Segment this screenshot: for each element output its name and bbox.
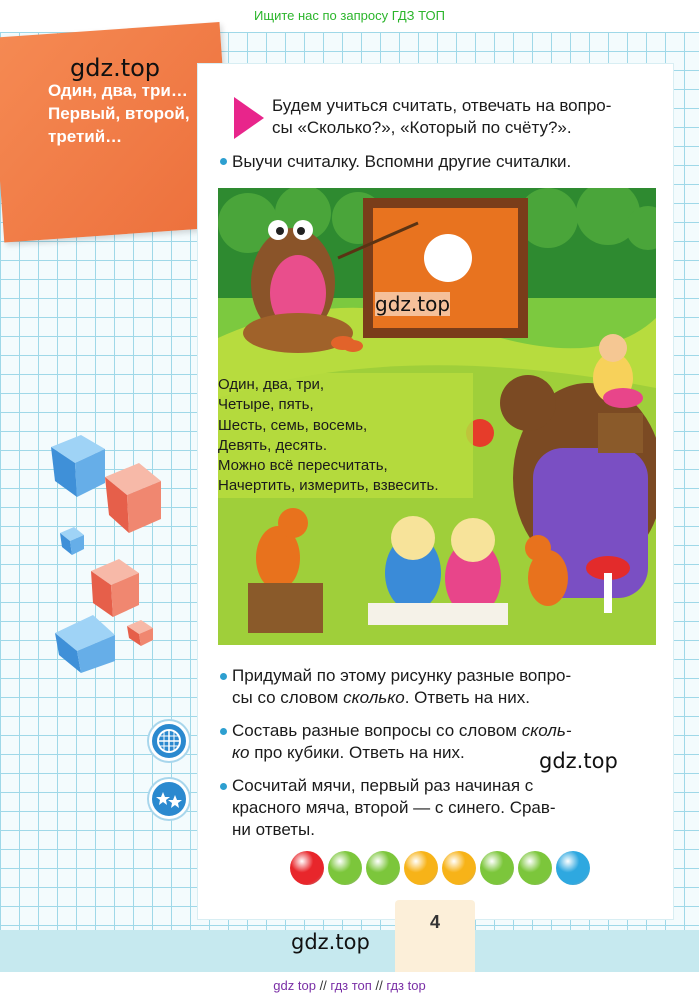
top-banner: Ищите нас по запросу ГДЗ ТОП [254, 8, 445, 23]
chapter-title [48, 79, 223, 148]
task-3-line-1 [232, 720, 657, 742]
page-number-tab [395, 900, 475, 972]
footer-separator: // [375, 978, 383, 993]
rhyme-text [218, 375, 488, 497]
rhyme-line: Девять, десять. [218, 436, 328, 454]
task-1: Выучи считалку. Вспомни другие считалки. [232, 152, 572, 171]
rhyme-line: Четыре, пять, [218, 396, 314, 414]
task-4-line-1: Сосчитай мячи, первый раз начиная с [232, 776, 534, 795]
task-2-line-2 [232, 687, 657, 709]
chapter-title-line-2: Первый, второй, [48, 104, 190, 123]
footer-link-1[interactable]: gdz top [273, 978, 316, 993]
rhyme-line: Шесть, семь, восемь, [218, 416, 368, 434]
red-ball-icon [290, 851, 324, 885]
footer [0, 972, 699, 1003]
task-4-line-2: красного мяча, второй — с синего. Срав- [232, 798, 556, 817]
task-3-text: про кубики. Ответь на них. [249, 743, 465, 762]
task-2-line-1: Придумай по этому рисунку разные вопро- [232, 666, 572, 685]
footer-separator: // [319, 978, 327, 993]
intro-text [272, 95, 658, 139]
rhyme-line: Один, два, три, [218, 376, 325, 393]
watermark-middle: gdz.top [539, 749, 618, 773]
cube-icon [60, 527, 84, 555]
green-ball-icon [518, 851, 552, 885]
intro-line-2: сы «Сколько?», «Который по счёту?». [272, 118, 572, 137]
yellow-ball-icon [442, 851, 476, 885]
task-4 [232, 775, 657, 841]
bullet-icon [220, 728, 227, 735]
bullet-icon [220, 158, 227, 165]
bullet-icon [220, 673, 227, 680]
task-2-text: . Ответь на них. [404, 688, 530, 707]
watermark-illustration: gdz.top [375, 292, 451, 316]
task-2-text: сы со словом [232, 688, 344, 707]
watermark-top-left: gdz.top [70, 54, 161, 82]
green-ball-icon [480, 851, 514, 885]
cubes-illustration [45, 425, 175, 675]
task-3-keyword: ко [232, 743, 250, 762]
chapter-title-line-3: третий… [48, 127, 123, 146]
task-4-line-3: ни ответы. [232, 820, 315, 839]
rhyme-line: Можно всё пересчитать, [218, 457, 388, 475]
cube-icon [55, 615, 115, 673]
watermark-bottom: gdz.top [291, 930, 370, 954]
yellow-ball-icon [404, 851, 438, 885]
stars-icon[interactable] [149, 779, 189, 819]
cube-icon [51, 435, 105, 497]
task-3-text: Составь разные вопросы со словом [232, 721, 522, 740]
footer-link-3[interactable]: гдз top [386, 978, 426, 993]
task-3-keyword: сколь- [521, 721, 572, 740]
footer-link-2[interactable]: гдз топ [330, 978, 372, 993]
page-number: 4 [429, 912, 440, 932]
cube-icon [105, 463, 161, 533]
cube-icon [127, 620, 153, 646]
intro-line-1: Будем учиться считать, отвечать на вопро- [272, 96, 612, 115]
task-2 [232, 665, 657, 709]
intro-arrow-icon [234, 97, 264, 139]
grid-globe-icon[interactable] [149, 721, 189, 761]
blue-ball-icon [556, 851, 590, 885]
cube-icon [91, 559, 139, 617]
rhyme-line: Начертить, измерить, взвесить. [218, 477, 439, 495]
green-ball-icon [328, 851, 362, 885]
bullet-icon [220, 783, 227, 790]
green-ball-icon [366, 851, 400, 885]
chapter-title-line-1: Один, два, три… [48, 81, 188, 100]
task-2-keyword: сколько [343, 688, 405, 707]
